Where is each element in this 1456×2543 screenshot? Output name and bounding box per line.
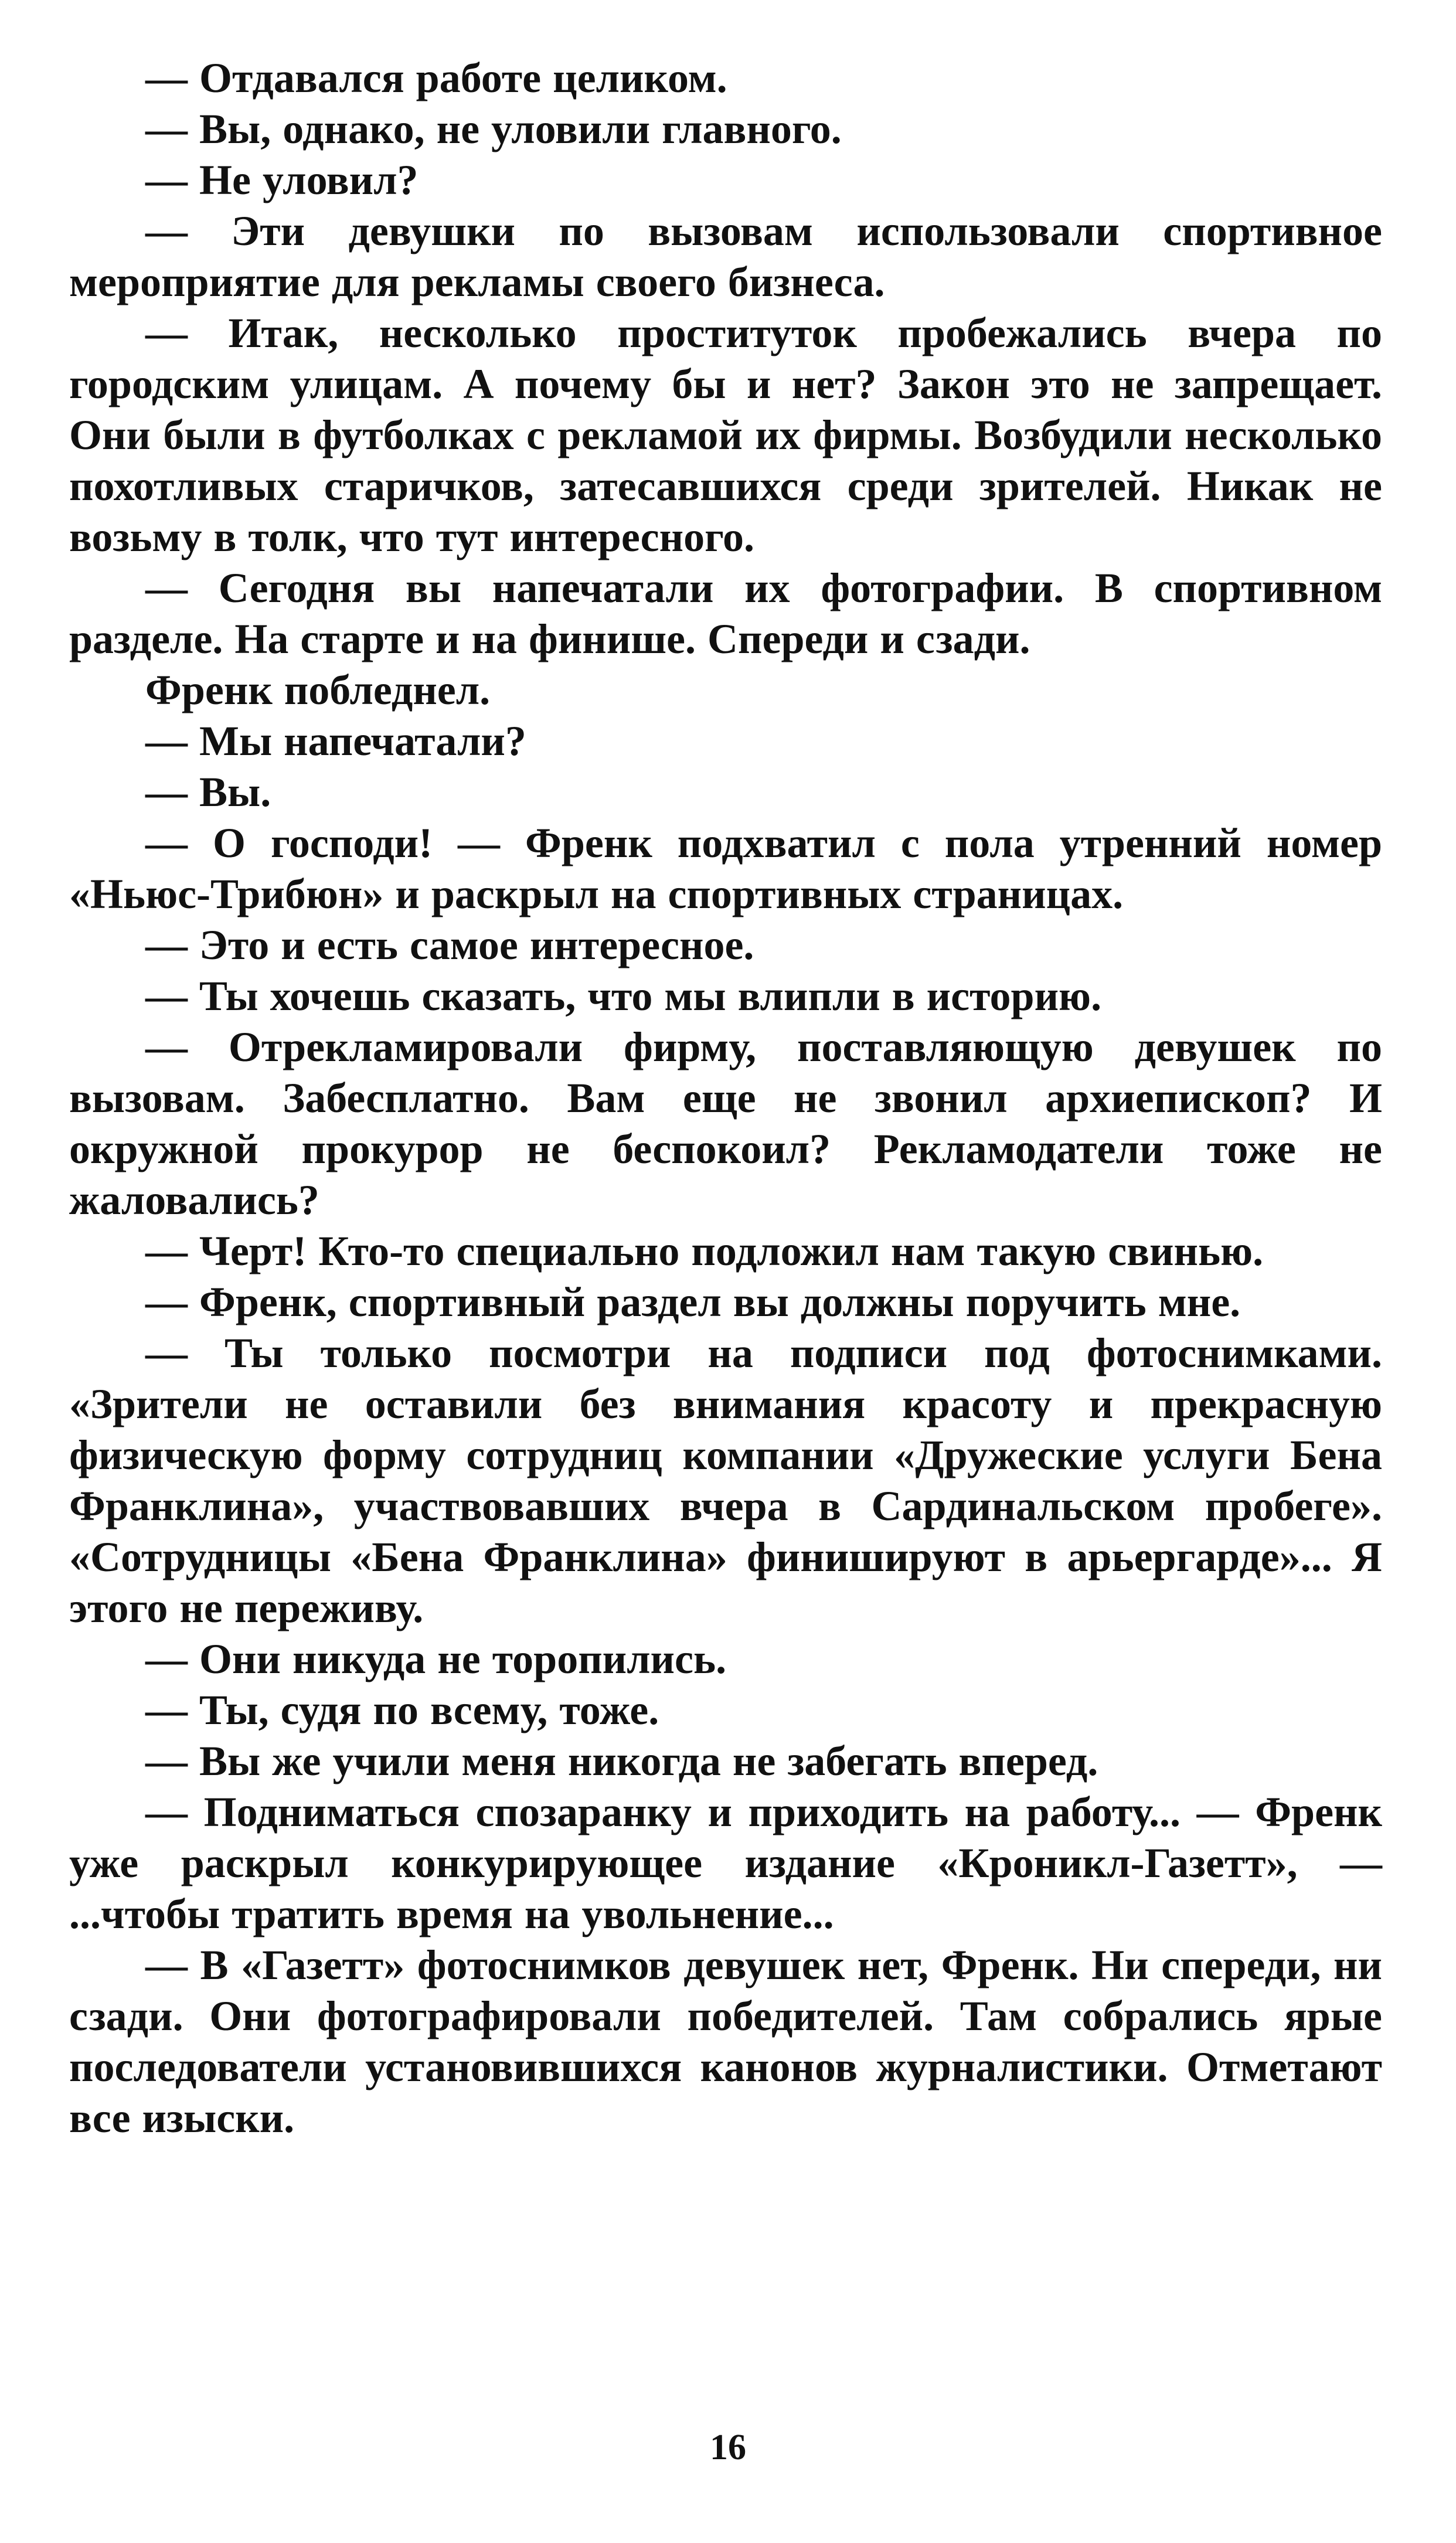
paragraph: — Черт! Кто-то специально подложил нам такую свинью.: [145, 1228, 1264, 1274]
paragraph: — Ты хочешь сказать, что мы влипли в историю.: [145, 973, 1102, 1019]
paragraph: — Вы.: [145, 769, 271, 815]
paragraph: — В «Газетт» фотоснимков девушек нет, Френк. Ни спереди, ни сзади. Они фотографировали победителей. Там собрались ярые последователи установившихся канонов журналистики. Отметают все изыски.: [69, 1942, 1382, 2141]
paragraph: — Мы напечатали?: [145, 718, 526, 764]
paragraph: Френк побледнел.: [145, 667, 491, 713]
paragraph: — Отдавался работе целиком.: [145, 55, 727, 101]
paragraph: — Ты, судя по всему, тоже.: [145, 1687, 659, 1733]
page-number: 16: [710, 2428, 746, 2467]
paragraph: — Подниматься спозаранку и приходить на работу... — Френк уже раскрыл конкурирующее издание «Кроникл-Газетт», — ...чтобы тратить время на увольнение...: [69, 1789, 1382, 1937]
paragraph: — Они никуда не торопились.: [145, 1636, 727, 1682]
paragraph: — Отрекламировали фирму, поставляющую девушек по вызовам. Забесплатно. Вам еще не звонил архиепископ? И окружной прокурор не беспокоил? Рекламодатели тоже не жаловались?: [69, 1024, 1382, 1223]
paragraph: — Сегодня вы напечатали их фотографии. В спортивном разделе. На старте и на финише. Спереди и сзади.: [69, 565, 1382, 662]
paragraph: — Это и есть самое интересное.: [145, 922, 754, 968]
paragraph: — Френк, спортивный раздел вы должны поручить мне.: [145, 1279, 1241, 1325]
paragraph: — Итак, несколько проституток пробежались вчера по городским улицам. А почему бы и нет? Закон это не запрещает. Они были в футболках с рекламой их фирмы. Возбудили несколько похотливых старичков, затесавшихся среди зрителей. Никак не возьму в толк, что тут интересного.: [69, 310, 1382, 560]
paragraph: — Не уловил?: [145, 157, 419, 203]
paragraph: — Вы же учили меня никогда не забегать вперед.: [145, 1738, 1098, 1784]
book-page-text: [69, 53, 1382, 2144]
paragraph: — О господи! — Френк подхватил с пола утренний номер «Ньюс-Трибюн» и раскрыл на спортивных страницах.: [69, 820, 1382, 917]
paragraph: — Вы, однако, не уловили главного.: [145, 106, 842, 152]
paragraph: — Эти девушки по вызовам использовали спортивное мероприятие для рекламы своего бизнеса.: [69, 208, 1382, 305]
paragraph: — Ты только посмотри на подписи под фотоснимками. «Зрители не оставили без внимания красоту и прекрасную физическую форму сотрудниц компании «Дружеские услуги Бена Франклина», участвовавших вчера в Сардинальском пробеге». «Сотрудницы «Бена Франклина» финишируют в арьергарде»... Я этого не переживу.: [69, 1330, 1382, 1631]
